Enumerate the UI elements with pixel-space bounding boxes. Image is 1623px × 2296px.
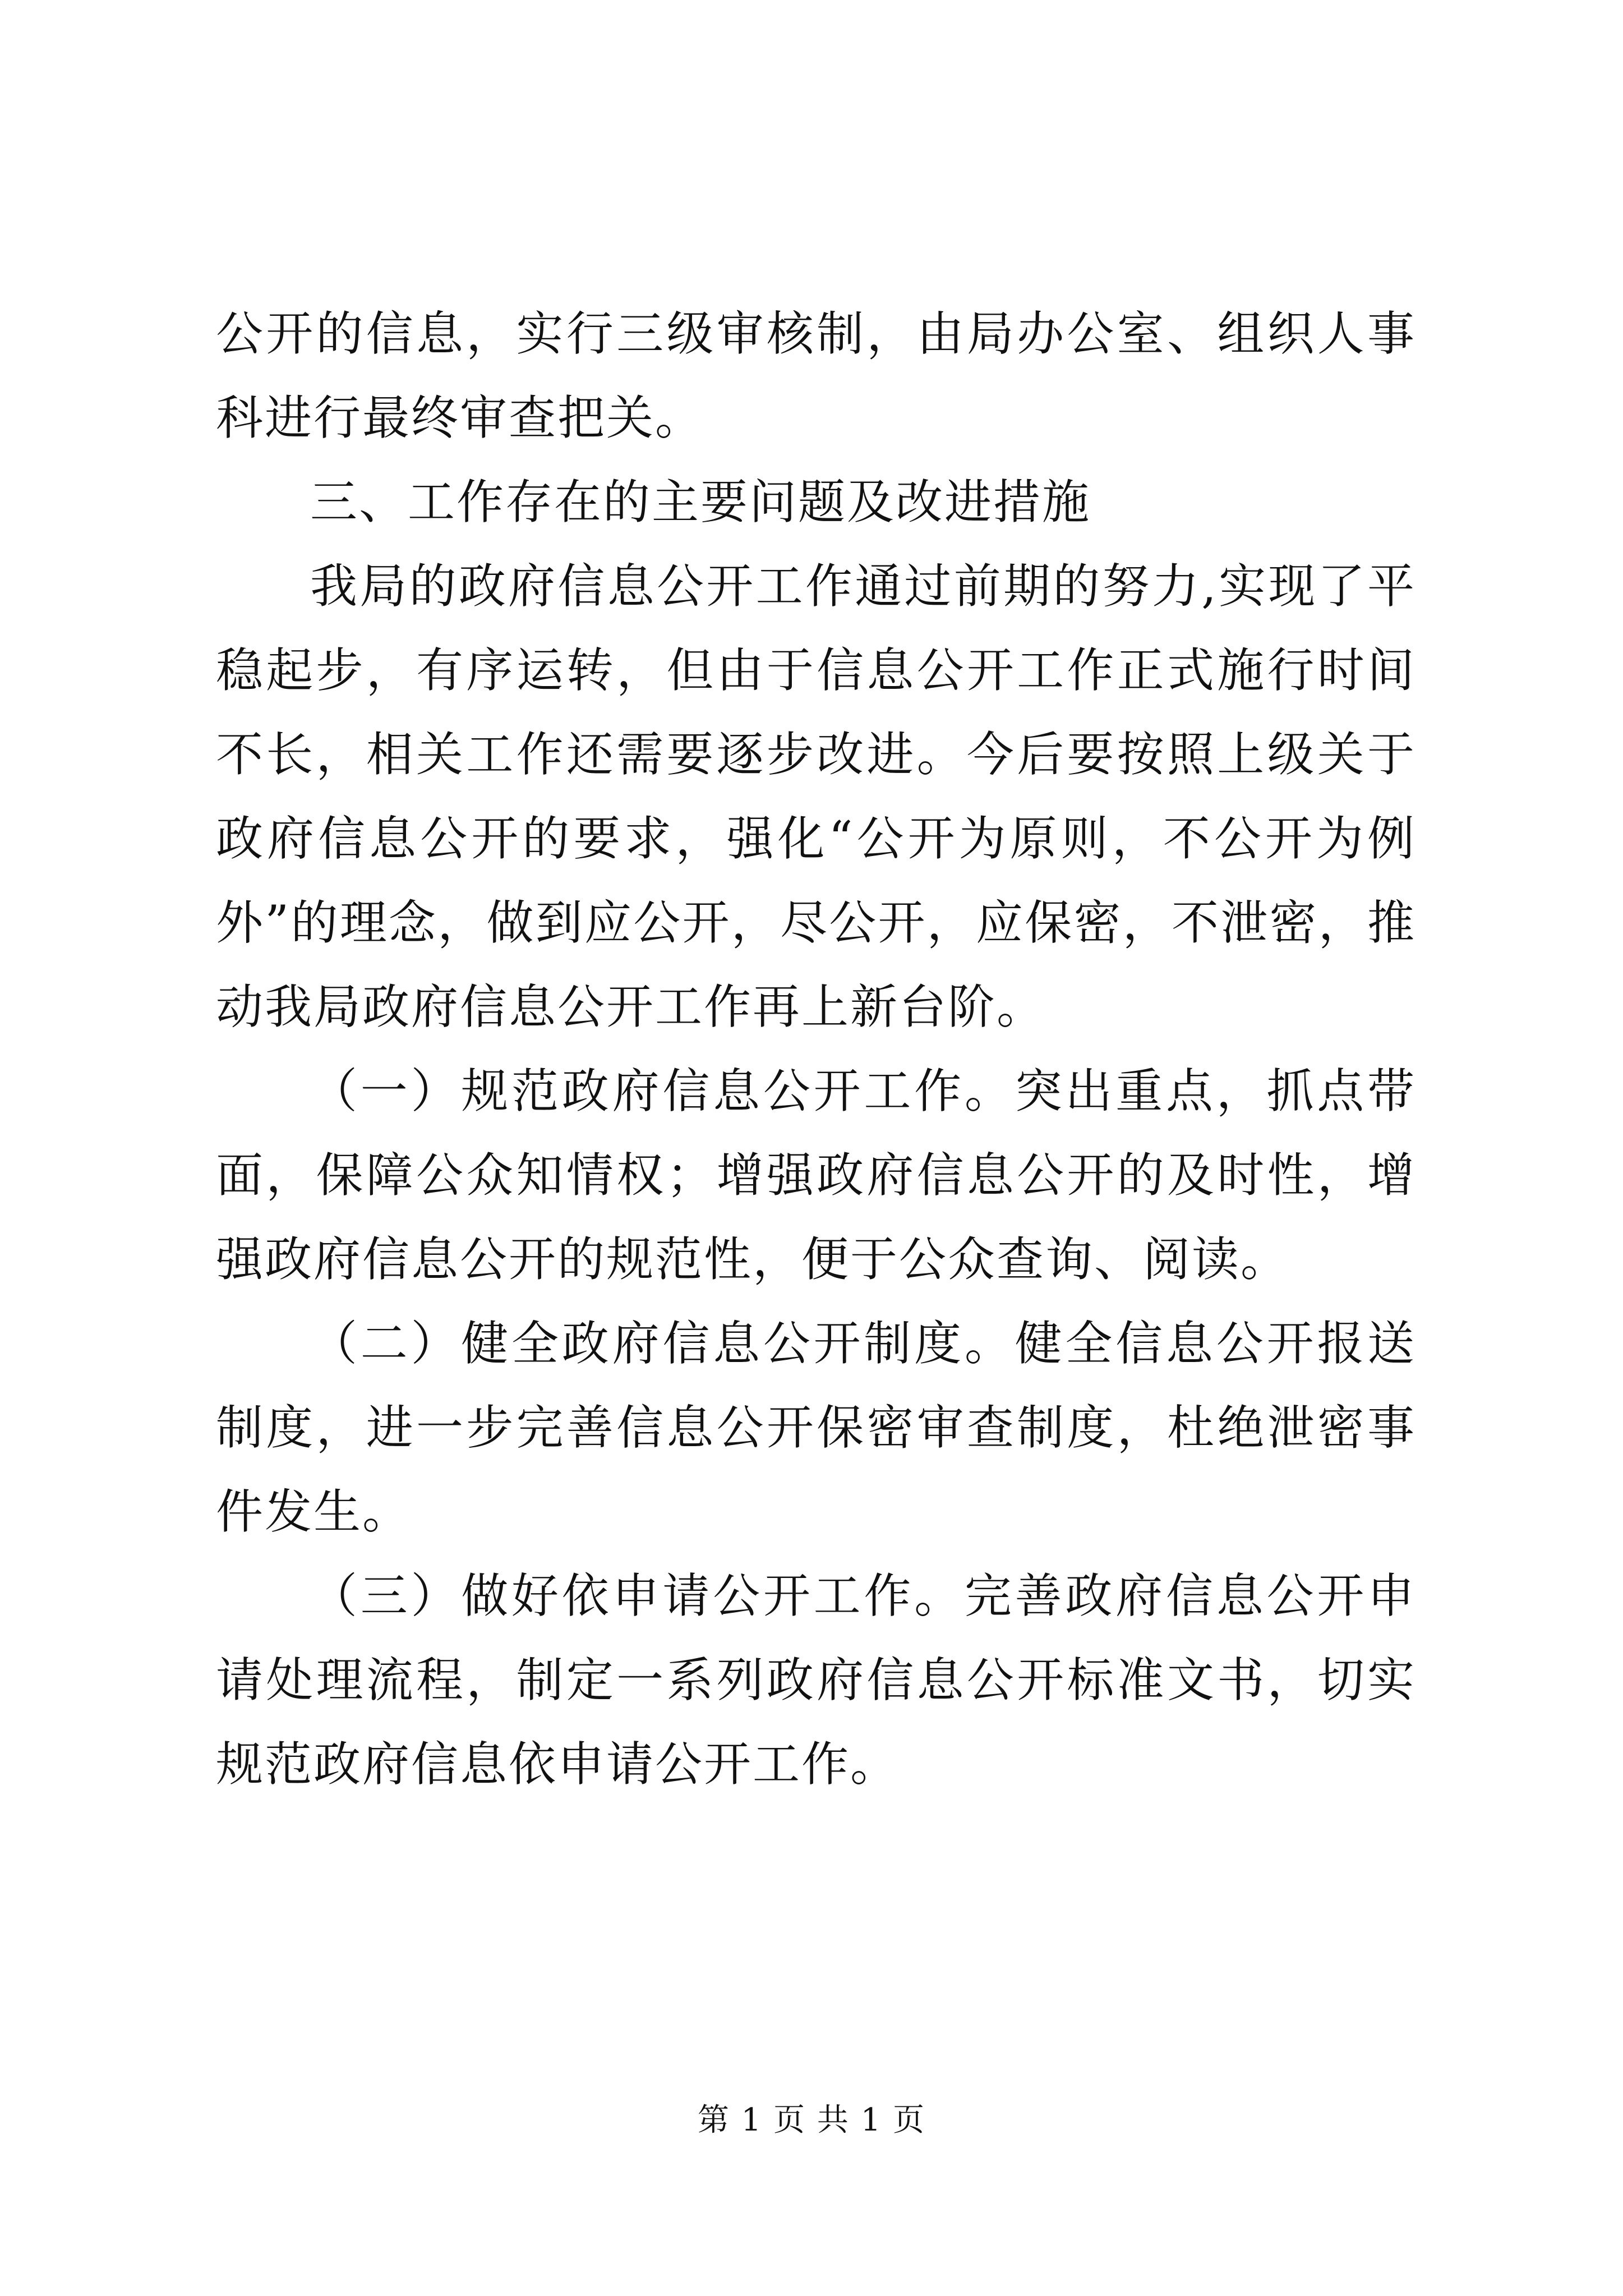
paragraph-item-1: （一）规范政府信息公开工作。突出重点，抓点带面，保障公众知情权；增强政府信息公开的及时性，增强政府信息公开的规范性，便于公众查询、阅读。 [216,1064,1416,1287]
section-heading: 三、工作存在的主要问题及改进措施 [310,475,1091,530]
paragraph-item-2: （二）健全政府信息公开制度。健全信息公开报送制度，进一步完善信息公开保密审查制度，杜绝泄密事件发生。 [216,1316,1416,1539]
paragraph-item-3: （三）做好依申请公开工作。完善政府信息公开申请处理流程，制定一系列政府信息公开标准文书，切实规范政府信息依申请公开工作。 [216,1568,1416,1792]
page-number-footer: 第 1 页 共 1 页 [697,2102,926,2138]
paragraph-overview: 我局的政府信息公开工作通过前期的努力,实现了平稳起步，有序运转，但由于信息公开工作正式施行时间不长，相关工作还需要逐步改进。今后要按照上级关于政府信息公开的要求，强化“公开为原则，不公开为例外”的理念，做到应公开，尽公开，应保密，不泄密，推动我局政府信息公开工作再上新台阶。 [216,559,1416,1034]
paragraph-continuation: 公开的信息，实行三级审核制，由局办公室、组织人事科进行最终审查把关。 [216,306,1416,445]
document-body [216,292,1416,1806]
